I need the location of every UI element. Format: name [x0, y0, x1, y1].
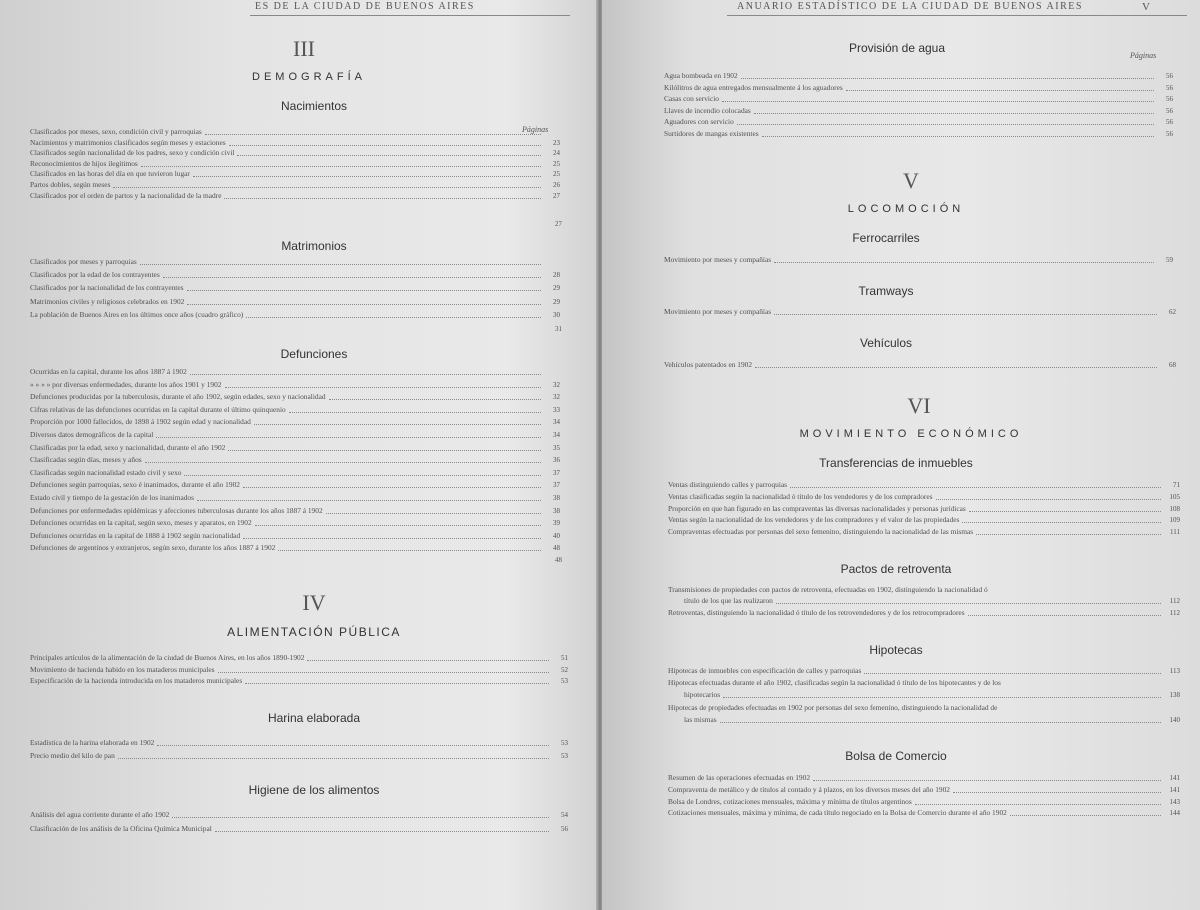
higiene-row	[30, 810, 568, 820]
provision-row-text: Casas con servicio	[664, 94, 720, 103]
defunciones-row	[30, 405, 560, 415]
leader-dots	[246, 317, 541, 318]
provision-row-text: Aguadores con servicio	[664, 117, 734, 126]
defunciones-extra-page: 48	[555, 556, 562, 564]
part-v-numeral: V	[903, 168, 919, 193]
section-nacimientos-title: Nacimientos	[280, 99, 348, 113]
nacimientos-row-page: 27	[553, 191, 560, 200]
section-vehiculos-title: Vehículos	[859, 336, 913, 350]
matrimonios-row-page: 29	[553, 284, 560, 293]
bolsa-row-page: 144	[1169, 809, 1180, 818]
part-iii-numeral: III	[293, 36, 315, 61]
leader-dots	[326, 513, 541, 514]
leader-dots	[218, 672, 549, 673]
defunciones-row	[30, 443, 560, 453]
leader-dots	[205, 134, 541, 135]
defunciones-row-text: Defunciones ocurridas en la capital, según sexo, meses y aparatos, en 1902	[30, 518, 252, 528]
nacimientos-row-text: Clasificados por meses, sexo, condición civil y parroquias	[30, 127, 202, 136]
nacimientos-row-text: Nacimientos y matrimonios clasificados según meses y estaciones	[30, 137, 226, 147]
hipotecas-row-2-page: 138	[1169, 691, 1180, 699]
defunciones-row-page: 48	[553, 544, 560, 553]
leader-dots	[737, 124, 1154, 125]
leader-dots	[755, 367, 1157, 368]
provision-row	[664, 83, 1173, 93]
pactos-row-1b	[684, 596, 1180, 606]
pactos-row-2	[668, 608, 1180, 618]
defunciones-row	[30, 518, 560, 528]
matrimonios-row-page: 30	[553, 310, 560, 319]
leader-dots	[156, 437, 541, 438]
leader-dots	[720, 722, 1161, 723]
defunciones-row-text: Ocurridas en la capital, durante los años 1887 á 1902	[30, 367, 187, 376]
leader-dots	[813, 780, 1161, 781]
matrimonios-row-text: Clasificados por la edad de los contrayentes	[30, 270, 160, 280]
nacimientos-row	[30, 159, 560, 169]
matrimonios-row-text: Clasificados por meses y parroquias	[30, 257, 137, 266]
leader-dots	[228, 450, 541, 451]
section-pactos-title: Pactos de retroventa	[840, 562, 952, 576]
defunciones-row-page: 34	[553, 431, 560, 439]
matrimonios-row-text: La población de Buenos Aires en los últimos once años (cuadro gráfico)	[30, 309, 244, 319]
hipotecas-row-3b-text: las mismas	[684, 715, 717, 724]
leader-dots	[118, 758, 549, 759]
part-vi-numeral: VI	[907, 393, 931, 418]
nacimientos-row-page: 25	[553, 170, 560, 179]
part-v-title: LOCOMOCIÓN	[847, 203, 965, 215]
leader-dots	[187, 290, 541, 291]
hipotecas-row-3-text: Hipotecas de propiedades efectuadas en 1902 por personas del sexo femenino, distinguiendo la nacionalidad de	[668, 703, 998, 712]
provision-row-page: 56	[1166, 72, 1173, 80]
leader-dots	[245, 683, 549, 684]
leader-dots	[113, 187, 541, 188]
leader-dots	[1010, 815, 1161, 816]
leader-dots	[722, 101, 1154, 102]
higiene-row	[30, 824, 568, 834]
section-harina-title: Harina elaborada	[267, 711, 361, 725]
vehiculos-row	[664, 360, 1176, 370]
section-bolsa-title: Bolsa de Comercio	[845, 749, 947, 763]
pactos-row-1	[668, 585, 1180, 595]
section-transferencias-title: Transferencias de inmuebles	[819, 456, 973, 470]
hipotecas-row-3b	[684, 715, 1180, 725]
provision-row-page: 56	[1166, 106, 1173, 115]
leader-dots	[187, 304, 541, 305]
alimentacion-row-text: Principales artículos de la alimentación de la ciudad de Buenos Aires, en los años 1890-1902	[30, 653, 305, 662]
alimentacion-row	[30, 653, 568, 663]
defunciones-row-text: Defunciones producidas por la tuberculosis, durante el año 1902, según edades, sexo y nacionalidad	[30, 392, 326, 402]
nacimientos-row-page: 24	[553, 149, 560, 158]
hipotecas-row-2b-text: hipotecarios	[684, 690, 721, 699]
bolsa-row-text: Resumen de las operaciones efectuadas en 1902	[668, 773, 811, 782]
section-higiene-title: Higiene de los alimentos	[248, 783, 380, 797]
hipotecas-row-2b	[684, 690, 1180, 700]
alimentacion-row	[30, 665, 568, 675]
tramways-row-text: Movimiento por meses y compañías	[664, 307, 772, 316]
leader-dots	[190, 374, 541, 375]
nacimientos-row-text: Partos dobles, según meses	[30, 180, 111, 189]
transferencias-row-page: 111	[1170, 528, 1180, 537]
running-head-right: ANUARIO ESTADÍSTICO DE LA CIUDAD DE BUENOS AIRES	[737, 1, 1083, 12]
vehiculos-row-page: 68	[1169, 361, 1176, 369]
defunciones-row-page: 32	[553, 393, 560, 402]
harina-row	[30, 738, 568, 748]
leader-dots	[915, 804, 1161, 805]
matrimonios-extra-page: 31	[555, 325, 562, 333]
pactos-row-1-page: 112	[1169, 597, 1180, 605]
defunciones-row-text: Defunciones de argentinos y extranjeros, según sexo, durante los años 1887 á 1902	[30, 543, 276, 553]
pactos-row-1b-text: título de los que las realizaron	[684, 596, 773, 605]
section-hipotecas-title: Hipotecas	[869, 643, 923, 657]
matrimonios-row	[30, 310, 560, 320]
leader-dots	[846, 90, 1154, 91]
defunciones-row-text: Defunciones por enfermedades epidémicas y afecciones tuberculosas durante los años 1887 á 1902	[30, 505, 323, 515]
hipotecas-row-1-page: 113	[1169, 667, 1180, 675]
alimentacion-row-page: 53	[561, 677, 568, 685]
leader-dots	[754, 113, 1154, 114]
transferencias-row	[668, 492, 1180, 502]
defunciones-row-text: Estado civil y tiempo de la gestación de los inanimados	[30, 493, 194, 502]
leader-dots	[329, 399, 541, 400]
bolsa-row	[668, 797, 1180, 807]
defunciones-row-page: 38	[553, 494, 560, 502]
leader-dots	[145, 462, 541, 463]
leader-dots	[307, 660, 549, 661]
bolsa-row-text: Cotizaciones mensuales, máxima y mínima, de cada título negociado en la Bolsa de Comercio durante el año 1902	[668, 808, 1007, 818]
leader-dots	[289, 412, 541, 413]
part-iv-numeral: IV	[302, 590, 326, 615]
matrimonios-row-page: 28	[553, 271, 560, 280]
provision-row-page: 56	[1166, 129, 1173, 138]
nacimientos-row-text: Clasificados en las horas del día en que tuvieron lugar	[30, 169, 190, 179]
leader-dots	[225, 387, 542, 388]
nacimientos-row-text: Reconocimientos de hijos ilegítimos	[30, 158, 138, 168]
provision-row-page: 56	[1166, 118, 1173, 126]
defunciones-row-text: » » » » por diversas enfermedades, durante los años 1901 y 1902	[30, 379, 222, 389]
transferencias-row-text: Proporción en que han figurado en las compraventas las diversas nacionalidades y personas jurídicas	[668, 503, 966, 513]
ferrocarriles-row	[664, 255, 1173, 265]
higiene-row-text: Análisis del agua corriente durante el año 1902	[30, 810, 170, 819]
leader-dots	[774, 314, 1157, 315]
higiene-row-page: 56	[561, 825, 568, 833]
bolsa-row-page: 141	[1169, 785, 1180, 794]
leader-dots	[953, 792, 1161, 793]
ferrocarriles-row-page: 59	[1166, 256, 1173, 264]
bolsa-row	[668, 773, 1180, 783]
bolsa-row-page: 143	[1169, 797, 1180, 806]
leader-dots	[774, 262, 1154, 263]
nacimientos-row-page: 23	[553, 138, 560, 147]
defunciones-row	[30, 506, 560, 516]
transferencias-row	[668, 504, 1180, 514]
paginas-label-left: Páginas	[522, 125, 549, 134]
leader-dots	[762, 136, 1154, 137]
pactos-row-2-page: 112	[1169, 609, 1180, 617]
alimentacion-row	[30, 676, 568, 686]
defunciones-row-text: Defunciones ocurridas en la capital de 1888 á 1902 según nacionalidad	[30, 530, 241, 540]
provision-row-text: Llaves de incendio colocadas	[664, 105, 751, 115]
defunciones-row-page: 35	[553, 443, 560, 452]
nacimientos-row-page: 25	[553, 159, 560, 168]
leader-dots	[172, 817, 549, 818]
defunciones-row	[30, 380, 560, 390]
running-rule-right	[727, 15, 1187, 16]
defunciones-row	[30, 480, 560, 490]
transferencias-row-page: 105	[1169, 492, 1180, 501]
leader-dots	[197, 500, 541, 501]
nacimientos-row	[30, 191, 560, 201]
nacimientos-row-page: 26	[553, 181, 560, 189]
folio-right: V	[1142, 1, 1152, 13]
defunciones-row-page: 37	[553, 481, 560, 490]
defunciones-row-page: 32	[553, 380, 560, 389]
defunciones-row	[30, 417, 560, 427]
part-iii-title: DEMOGRAFÍA	[252, 71, 366, 83]
leader-dots	[157, 745, 549, 746]
leader-dots	[243, 538, 541, 539]
bolsa-row-text: Bolsa de Londres, cotizaciones mensuales, máxima y mínima de títulos argentinos	[668, 796, 912, 806]
hipotecas-row-2	[668, 678, 1180, 688]
defunciones-row-page: 40	[553, 531, 560, 540]
nacimientos-row	[30, 148, 560, 158]
defunciones-row-text: Defunciones según parroquias, sexo é inanimados, durante el año 1902	[30, 480, 240, 490]
leader-dots	[224, 198, 541, 199]
nacimientos-row	[30, 138, 560, 148]
harina-row-text: Estadística de la harina elaborada en 1902	[30, 738, 155, 747]
higiene-row-page: 54	[561, 811, 568, 819]
provision-row	[664, 94, 1173, 104]
leader-dots	[278, 550, 541, 551]
section-ferrocarriles-title: Ferrocarriles	[852, 231, 920, 245]
harina-row-text: Precio medio del kilo de pan	[30, 751, 115, 760]
tramways-row	[664, 307, 1176, 317]
nacimientos-row	[30, 127, 560, 137]
defunciones-row	[30, 430, 560, 440]
leader-dots	[243, 487, 541, 488]
transferencias-row-page: 108	[1169, 504, 1180, 513]
section-provision-title: Provisión de agua	[848, 41, 946, 55]
left-page	[0, 0, 598, 910]
defunciones-row-text: Clasificadas según nacionalidad estado civil y sexo	[30, 467, 182, 477]
matrimonios-row	[30, 297, 560, 307]
right-page	[602, 0, 1200, 910]
transferencias-row-text: Ventas clasificadas según la nacionalidad ó título de los vendedores y de los compradores	[668, 491, 933, 501]
section-matrimonios-title: Matrimonios	[281, 239, 347, 253]
leader-dots	[237, 155, 541, 156]
bolsa-row-page: 141	[1169, 774, 1180, 782]
hipotecas-row-3-page: 140	[1169, 716, 1180, 724]
alimentacion-row-text: Especificación de la hacienda introducida en los mataderos municipales	[30, 676, 243, 685]
transferencias-row	[668, 515, 1180, 525]
hipotecas-row-1	[668, 666, 1180, 676]
alimentacion-row-page: 51	[561, 654, 568, 662]
harina-row	[30, 751, 568, 761]
leader-dots	[141, 166, 541, 167]
defunciones-row-page: 39	[553, 519, 560, 528]
leader-dots	[193, 176, 541, 177]
matrimonios-row	[30, 257, 560, 267]
bolsa-row	[668, 808, 1180, 818]
defunciones-row-page: 36	[553, 456, 560, 465]
defunciones-row-page: 37	[553, 468, 560, 477]
leader-dots	[976, 534, 1161, 535]
transferencias-row-text: Ventas según la nacionalidad de los vendedores y de los compradores y el valor de las propiedades	[668, 515, 960, 525]
defunciones-row-page: 38	[553, 506, 560, 515]
alimentacion-row-page: 52	[561, 665, 568, 674]
leader-dots	[723, 697, 1161, 698]
leader-dots	[229, 145, 541, 146]
defunciones-row	[30, 455, 560, 465]
defunciones-row	[30, 543, 560, 553]
provision-row-page: 56	[1166, 95, 1173, 103]
leader-dots	[741, 78, 1154, 79]
leader-dots	[968, 615, 1161, 616]
bolsa-row-text: Compraventa de metálico y de títulos al contado y á plazos, en los diversos meses del año 1902	[668, 784, 951, 794]
provision-row-page: 56	[1166, 83, 1173, 92]
leader-dots	[776, 603, 1161, 604]
defunciones-row-page: 34	[553, 418, 560, 427]
running-head-left: ES DE LA CIUDAD DE BUENOS AIRES	[255, 1, 475, 12]
harina-row-page: 53	[561, 739, 568, 747]
leader-dots	[790, 487, 1161, 488]
section-defunciones-title: Defunciones	[280, 347, 348, 361]
leader-dots	[969, 511, 1161, 512]
leader-dots	[962, 522, 1161, 523]
defunciones-row	[30, 493, 560, 503]
provision-row	[664, 129, 1173, 139]
provision-row	[664, 106, 1173, 116]
leader-dots	[215, 831, 549, 832]
pactos-row-2-text: Retroventas, distinguiendo la nacionalidad ó título de los retrovendedores y de los retrocompradores	[668, 608, 965, 617]
defunciones-row	[30, 392, 560, 402]
harina-row-page: 53	[561, 752, 568, 760]
nacimientos-extra-page: 27	[555, 220, 562, 228]
leader-dots	[163, 277, 541, 278]
transferencias-row	[668, 527, 1180, 537]
provision-row	[664, 71, 1173, 81]
transferencias-row-text: Ventas distinguiendo calles y parroquias	[668, 480, 788, 489]
leader-dots	[864, 673, 1161, 674]
leader-dots	[140, 264, 541, 265]
ferrocarriles-row-text: Movimiento por meses y compañías	[664, 255, 772, 264]
defunciones-row-text: Clasificadas según días, meses y años	[30, 455, 142, 465]
part-vi-title: MOVIMIENTO ECONÓMICO	[799, 428, 1023, 440]
defunciones-row	[30, 531, 560, 541]
transferencias-row	[668, 480, 1180, 490]
hipotecas-row-2-text: Hipotecas efectuadas durante el año 1902, clasificadas según la nacionalidad ó título de los hipotecantes y de los	[668, 678, 1001, 687]
tramways-row-page: 62	[1169, 308, 1176, 316]
defunciones-row-text: Proporción por 1000 fallecidos, de 1898 á 1902 según edad y nacionalidad	[30, 417, 251, 427]
defunciones-row	[30, 367, 560, 377]
defunciones-row	[30, 468, 560, 478]
defunciones-row-text: Cifras relativas de las defunciones ocurridas en la capital durante el último quinquenio	[30, 404, 286, 414]
matrimonios-row-text: Matrimonios civiles y religiosos celebrados en 1902	[30, 296, 185, 306]
alimentacion-row-text: Movimiento de hacienda habido en los mataderos municipales	[30, 664, 215, 674]
provision-row-text: Agua bombeada en 1902	[664, 71, 738, 80]
bolsa-row	[668, 785, 1180, 795]
provision-row-text: Surtidores de mangas existentes	[664, 128, 759, 138]
defunciones-row-text: Diversos datos demográficos de la capital	[30, 430, 154, 439]
matrimonios-row	[30, 270, 560, 280]
running-rule-left	[250, 15, 570, 16]
vehiculos-row-text: Vehículos patentados en 1902	[664, 360, 753, 369]
matrimonios-row	[30, 283, 560, 293]
hipotecas-row-1-text: Hipotecas de inmuebles con especificación de calles y parroquias	[668, 666, 862, 675]
provision-row-text: Kilólitros de agua entregados mensualmente á los aguadores	[664, 82, 843, 92]
transferencias-row-page: 109	[1169, 516, 1180, 525]
matrimonios-row-page: 29	[553, 297, 560, 306]
hipotecas-row-3	[668, 703, 1180, 713]
leader-dots	[254, 424, 541, 425]
leader-dots	[184, 475, 541, 476]
pactos-row-1-text: Transmisiones de propiedades con pactos de retroventa, efectuadas en 1902, distinguiendo la nacionalidad ó	[668, 585, 988, 594]
nacimientos-row	[30, 180, 560, 190]
nacimientos-row-text: Clasificados según nacionalidad de los padres, sexo y condición civil	[30, 148, 235, 158]
nacimientos-row	[30, 169, 560, 179]
transferencias-row-page: 71	[1173, 481, 1180, 489]
provision-row	[664, 117, 1173, 127]
nacimientos-row-text: Clasificados por el orden de partos y la nacionalidad de la madre	[30, 190, 222, 200]
part-iv-title: ALIMENTACIÓN PÚBLICA	[227, 625, 401, 639]
leader-dots	[936, 499, 1161, 500]
matrimonios-row-text: Clasificados por la nacionalidad de los contrayentes	[30, 283, 184, 293]
defunciones-row-page: 33	[553, 405, 560, 414]
higiene-row-text: Clasificación de los análisis de la Oficina Química Municipal	[30, 824, 212, 833]
paginas-label-right: Páginas	[1130, 51, 1157, 60]
leader-dots	[255, 525, 541, 526]
defunciones-row-text: Clasificadas por la edad, sexo y nacionalidad, durante el año 1902	[30, 442, 226, 452]
transferencias-row-text: Compraventas efectuadas por personas del sexo femenino, distinguiendo la nacionalidad de las mismas	[668, 527, 974, 537]
section-tramways-title: Tramways	[858, 284, 914, 298]
